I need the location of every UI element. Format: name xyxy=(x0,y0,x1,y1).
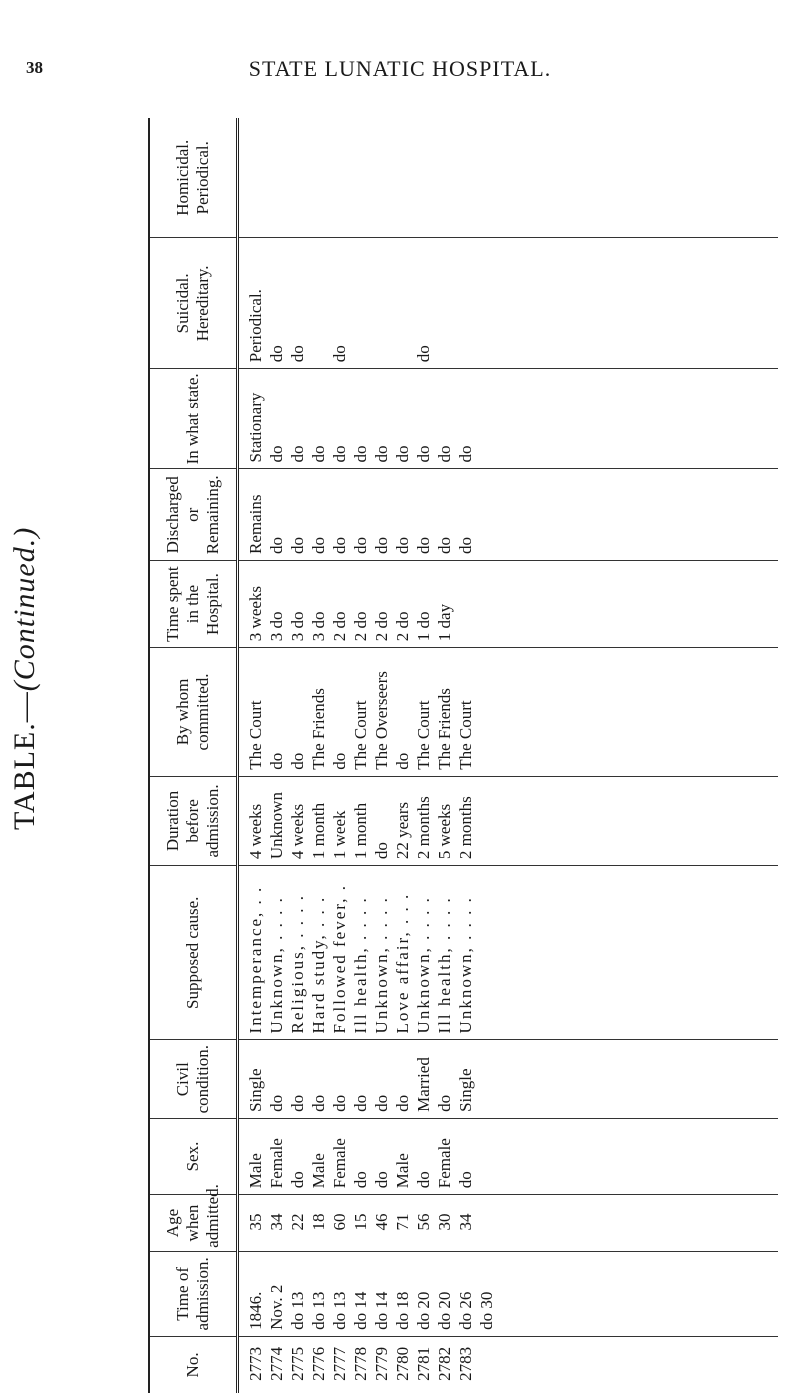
cell-committed-by: The Court do do The Friends do The Court The Overseers do The Court The Friends The Court xyxy=(238,648,779,777)
table-title-main: TABLE.— xyxy=(8,691,41,830)
cell-discharged: Remains do do do do do do do do do do xyxy=(238,469,779,561)
table-body-row xyxy=(238,118,779,1393)
header-age: Age when admitted. xyxy=(149,1195,238,1252)
page-number: 38 xyxy=(26,58,43,77)
running-head: STATE LUNATIC HOSPITAL. xyxy=(248,56,552,81)
header-suicidal-hereditary: Suicidal. Hereditary. xyxy=(149,238,238,369)
admissions-table-wrapper xyxy=(148,118,778,1393)
header-sex: Sex. xyxy=(149,1118,238,1194)
header-discharged: Discharged or Remaining. xyxy=(149,469,238,561)
admissions-table xyxy=(148,118,778,1393)
header-homicidal-periodical: Homicidal. Periodical. xyxy=(149,118,238,238)
cell-time-spent: 3 weeks 3 do 3 do 3 do 2 do 2 do 2 do 2 do 1 do 1 day xyxy=(238,561,779,648)
cell-suicidal-hereditary: Periodical. do do do do xyxy=(238,238,779,369)
cell-no: 2773 2774 2775 2776 2777 2778 2779 2780 2781 2782 2783 xyxy=(238,1336,779,1393)
cell-duration: 4 weeks Unknown 4 weeks 1 month 1 week 1 month do 22 years 2 months 5 weeks 2 months xyxy=(238,776,779,865)
header-time-spent: Time spent in the Hospital. xyxy=(149,561,238,648)
cell-age: 35 34 22 18 60 15 46 71 56 30 34 xyxy=(238,1195,779,1252)
header-state: In what state. xyxy=(149,369,238,469)
header-supposed-cause: Supposed cause. xyxy=(149,866,238,1040)
cell-sex: Male Female do Male Female do do Male do Female do xyxy=(238,1118,779,1194)
header-duration: Duration before admission. xyxy=(149,776,238,865)
header-time-of-admission: Time of admission. xyxy=(149,1251,238,1336)
header-civil-condition: Civil condition. xyxy=(149,1040,238,1118)
table-title-continued: (Continued.) xyxy=(8,526,41,692)
cell-time-of-admission: 1846. Nov. 2 do 13 do 13 do 13 do 14 do 14 do 18 do 20 do 20 do 26 do 30 xyxy=(238,1251,779,1336)
header-no: No. xyxy=(149,1336,238,1393)
cell-state: Stationary do do do do do do do do do do xyxy=(238,369,779,469)
cell-civil-condition: Single do do do do do do do Married do Single xyxy=(238,1040,779,1118)
cell-homicidal-periodical xyxy=(238,118,779,238)
table-header-row xyxy=(149,118,238,1393)
cell-supposed-cause: Intemperance, . . Unknown, . . . . Religious, . . . . Hard study, . . . Followed fever, . Ill health, . . . . Unknown, . . . . Love affair, . . . Unknown, . . . . Ill health, . . . . Unknown, . . . . xyxy=(238,866,779,1040)
table-title xyxy=(8,527,42,830)
header-committed-by: By whom committed. xyxy=(149,648,238,777)
